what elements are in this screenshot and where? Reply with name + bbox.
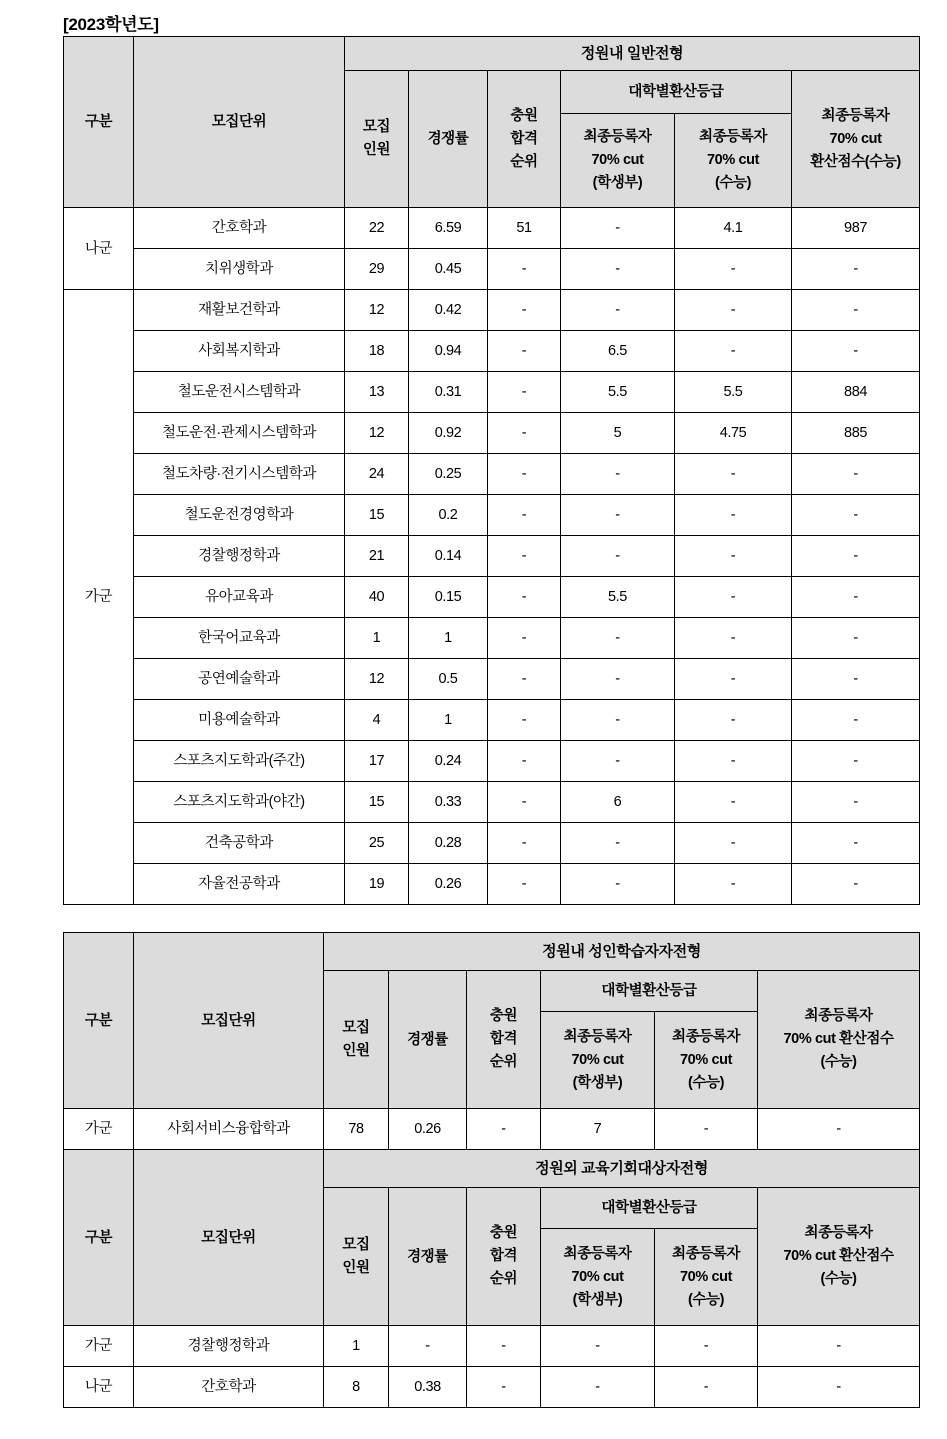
cell-unit: 자율전공학과 (134, 864, 345, 905)
cell-final-score: - (792, 536, 920, 577)
cell-quota: 78 (324, 1109, 389, 1150)
cell-cut-hakbu: 5.5 (561, 372, 675, 413)
cell-quota: 17 (345, 741, 409, 782)
column-header-final-score: 최종등록자 70% cut 환산점수 (수능) (758, 971, 920, 1109)
cell-unit: 경찰행정학과 (134, 536, 345, 577)
cell-cut-suneung: 4.75 (675, 413, 792, 454)
cell-group: 가군 (64, 290, 134, 905)
cell-quota: 40 (345, 577, 409, 618)
column-header-cut-hakbu: 최종등록자 70% cut (학생부) (541, 1012, 655, 1109)
cell-unit: 간호학과 (134, 1367, 324, 1408)
cell-cut-hakbu: - (561, 290, 675, 331)
column-header-final-score: 최종등록자 70% cut 환산점수 (수능) (758, 1188, 920, 1326)
cell-final-score: - (792, 454, 920, 495)
cell-quota: 8 (324, 1367, 389, 1408)
cell-cut-suneung: - (675, 741, 792, 782)
special-table-header (64, 1150, 920, 1326)
column-header-group: 구분 (64, 37, 134, 208)
cell-unit: 미용예술학과 (134, 700, 345, 741)
table-row (64, 290, 920, 331)
cell-unit: 사회복지학과 (134, 331, 345, 372)
table-body (64, 208, 920, 905)
cell-unit: 간호학과 (134, 208, 345, 249)
cell-quota: 12 (345, 659, 409, 700)
table-row (64, 700, 920, 741)
cell-final-score: 987 (792, 208, 920, 249)
table-body (64, 1326, 920, 1408)
column-header-ratio: 경쟁률 (389, 1188, 467, 1326)
cell-unit: 철도운전시스템학과 (134, 372, 345, 413)
cell-cut-suneung: - (675, 700, 792, 741)
cell-quota: 21 (345, 536, 409, 577)
cell-ratio: 0.5 (409, 659, 488, 700)
cell-cut-suneung: - (655, 1109, 758, 1150)
cell-final-score: 884 (792, 372, 920, 413)
cell-cut-suneung: - (655, 1367, 758, 1408)
cell-final-score: - (792, 741, 920, 782)
cell-unit: 경찰행정학과 (134, 1326, 324, 1367)
cell-rank: - (488, 290, 561, 331)
cell-final-score: - (758, 1109, 920, 1150)
table-row (64, 495, 920, 536)
cell-group: 나군 (64, 1367, 134, 1408)
cell-ratio: 1 (409, 618, 488, 659)
cell-final-score: - (792, 823, 920, 864)
cell-rank: - (488, 864, 561, 905)
table-row (64, 249, 920, 290)
cell-ratio: 0.25 (409, 454, 488, 495)
table-row (64, 864, 920, 905)
cell-unit: 철도차량·전기시스템학과 (134, 454, 345, 495)
table-row (64, 536, 920, 577)
cell-quota: 15 (345, 782, 409, 823)
cell-cut-hakbu: - (561, 495, 675, 536)
column-header-cut-hakbu: 최종등록자 70% cut (학생부) (561, 114, 675, 208)
cell-cut-suneung: - (675, 864, 792, 905)
cell-cut-hakbu: - (561, 659, 675, 700)
cell-cut-hakbu: 6 (561, 782, 675, 823)
cell-quota: 24 (345, 454, 409, 495)
cell-cut-suneung: - (675, 618, 792, 659)
cell-rank: 51 (488, 208, 561, 249)
cell-final-score: - (792, 618, 920, 659)
cell-group: 나군 (64, 208, 134, 290)
column-header-rank: 충원 합격 순위 (467, 971, 541, 1109)
cell-rank: - (488, 413, 561, 454)
cell-ratio: 0.33 (409, 782, 488, 823)
column-header-quota: 모집 인원 (345, 71, 409, 208)
column-header-rank: 충원 합격 순위 (467, 1188, 541, 1326)
cell-cut-suneung: - (675, 536, 792, 577)
column-header-cut-suneung: 최종등록자 70% cut (수능) (655, 1012, 758, 1109)
cell-unit: 스포츠지도학과(주간) (134, 741, 345, 782)
cell-unit: 사회서비스융합학과 (134, 1109, 324, 1150)
cell-ratio: 0.26 (389, 1109, 467, 1150)
cell-rank: - (467, 1326, 541, 1367)
cell-unit: 치위생학과 (134, 249, 345, 290)
cell-rank: - (488, 372, 561, 413)
page-title: [2023학년도] (63, 15, 159, 34)
cell-final-score: - (792, 290, 920, 331)
cell-quota: 12 (345, 290, 409, 331)
cell-quota: 19 (345, 864, 409, 905)
cell-quota: 1 (324, 1326, 389, 1367)
cell-rank: - (488, 823, 561, 864)
column-header-converted-grade: 대학별환산등급 (541, 971, 758, 1012)
cell-cut-suneung: - (675, 249, 792, 290)
cell-rank: - (488, 659, 561, 700)
cell-cut-suneung: - (675, 577, 792, 618)
cell-cut-hakbu: 5 (561, 413, 675, 454)
column-header-admission-type: 정원외 교육기회대상자전형 (324, 1150, 920, 1188)
column-header-cut-hakbu: 최종등록자 70% cut (학생부) (541, 1229, 655, 1326)
cell-quota: 15 (345, 495, 409, 536)
cell-cut-suneung: - (675, 823, 792, 864)
cell-cut-hakbu: 5.5 (561, 577, 675, 618)
cell-rank: - (488, 536, 561, 577)
cell-unit: 스포츠지도학과(야간) (134, 782, 345, 823)
cell-quota: 1 (345, 618, 409, 659)
cell-rank: - (488, 782, 561, 823)
cell-rank: - (488, 577, 561, 618)
cell-final-score: - (792, 331, 920, 372)
cell-ratio: 1 (409, 700, 488, 741)
cell-cut-hakbu: - (561, 249, 675, 290)
table-row (64, 1367, 920, 1408)
cell-rank: - (467, 1367, 541, 1408)
table-row (64, 454, 920, 495)
cell-unit: 공연예술학과 (134, 659, 345, 700)
cell-cut-hakbu: 6.5 (561, 331, 675, 372)
cell-cut-suneung: - (675, 659, 792, 700)
table-row (64, 823, 920, 864)
column-header-converted-grade: 대학별환산등급 (561, 71, 792, 114)
cell-cut-hakbu: - (561, 618, 675, 659)
column-header-admission-type: 정원내 일반전형 (345, 37, 920, 71)
cell-final-score: - (758, 1367, 920, 1408)
cell-cut-suneung: - (675, 290, 792, 331)
cell-ratio: 0.92 (409, 413, 488, 454)
cell-ratio: 0.26 (409, 864, 488, 905)
cell-cut-hakbu: - (541, 1326, 655, 1367)
cell-group: 가군 (64, 1109, 134, 1150)
table-row (64, 577, 920, 618)
table-header (64, 933, 920, 1109)
cell-cut-suneung: - (675, 782, 792, 823)
table-row (64, 659, 920, 700)
column-header-unit: 모집단위 (134, 37, 345, 208)
cell-cut-suneung: 5.5 (675, 372, 792, 413)
cell-quota: 13 (345, 372, 409, 413)
cell-final-score: 885 (792, 413, 920, 454)
cell-ratio: 6.59 (409, 208, 488, 249)
cell-group: 가군 (64, 1326, 134, 1367)
cell-unit: 철도운전경영학과 (134, 495, 345, 536)
cell-rank: - (488, 700, 561, 741)
column-header-rank: 충원 합격 순위 (488, 71, 561, 208)
cell-rank: - (488, 741, 561, 782)
cell-ratio: 0.31 (409, 372, 488, 413)
table-row (64, 782, 920, 823)
general-admission-table (63, 36, 920, 905)
cell-ratio: 0.45 (409, 249, 488, 290)
column-header-unit: 모집단위 (134, 1150, 324, 1326)
cell-cut-hakbu: - (561, 823, 675, 864)
table-row (64, 331, 920, 372)
cell-ratio: 0.38 (389, 1367, 467, 1408)
cell-ratio: 0.14 (409, 536, 488, 577)
table-row (64, 208, 920, 249)
cell-unit: 건축공학과 (134, 823, 345, 864)
table-row (64, 741, 920, 782)
cell-cut-suneung: - (675, 331, 792, 372)
cell-quota: 22 (345, 208, 409, 249)
column-header-cut-suneung: 최종등록자 70% cut (수능) (655, 1229, 758, 1326)
cell-cut-hakbu: - (561, 864, 675, 905)
cell-rank: - (488, 618, 561, 659)
cell-ratio: 0.15 (409, 577, 488, 618)
column-header-converted-grade: 대학별환산등급 (541, 1188, 758, 1229)
cell-cut-hakbu: - (541, 1367, 655, 1408)
cell-cut-hakbu: - (561, 536, 675, 577)
cell-rank: - (488, 249, 561, 290)
cell-ratio: 0.28 (409, 823, 488, 864)
column-header-group: 구분 (64, 933, 134, 1109)
adult-and-special-admission-table (63, 932, 920, 1408)
cell-unit: 철도운전·관제시스템학과 (134, 413, 345, 454)
cell-unit: 한국어교육과 (134, 618, 345, 659)
cell-quota: 12 (345, 413, 409, 454)
cell-quota: 18 (345, 331, 409, 372)
table-body (64, 1109, 920, 1150)
cell-final-score: - (792, 864, 920, 905)
column-header-unit: 모집단위 (134, 933, 324, 1109)
cell-final-score: - (792, 495, 920, 536)
cell-cut-hakbu: - (561, 741, 675, 782)
cell-rank: - (488, 495, 561, 536)
cell-final-score: - (792, 782, 920, 823)
cell-cut-suneung: 4.1 (675, 208, 792, 249)
cell-ratio: - (389, 1326, 467, 1367)
cell-rank: - (488, 454, 561, 495)
cell-quota: 29 (345, 249, 409, 290)
table-row (64, 1109, 920, 1150)
cell-final-score: - (792, 659, 920, 700)
cell-cut-suneung: - (675, 495, 792, 536)
column-header-ratio: 경쟁률 (409, 71, 488, 208)
table-row (64, 413, 920, 454)
cell-cut-hakbu: - (561, 208, 675, 249)
cell-ratio: 0.2 (409, 495, 488, 536)
cell-cut-suneung: - (675, 454, 792, 495)
cell-final-score: - (758, 1326, 920, 1367)
cell-quota: 4 (345, 700, 409, 741)
cell-unit: 재활보건학과 (134, 290, 345, 331)
table-row (64, 372, 920, 413)
column-header-final-score: 최종등록자 70% cut 환산점수(수능) (792, 71, 920, 208)
cell-rank: - (488, 331, 561, 372)
cell-unit: 유아교육과 (134, 577, 345, 618)
table-row (64, 618, 920, 659)
table-row (64, 1326, 920, 1367)
cell-quota: 25 (345, 823, 409, 864)
cell-cut-suneung: - (655, 1326, 758, 1367)
cell-ratio: 0.94 (409, 331, 488, 372)
cell-rank: - (467, 1109, 541, 1150)
column-header-ratio: 경쟁률 (389, 971, 467, 1109)
cell-cut-hakbu: - (561, 454, 675, 495)
column-header-quota: 모집 인원 (324, 971, 389, 1109)
column-header-cut-suneung: 최종등록자 70% cut (수능) (675, 114, 792, 208)
cell-ratio: 0.24 (409, 741, 488, 782)
cell-final-score: - (792, 577, 920, 618)
cell-cut-hakbu: 7 (541, 1109, 655, 1150)
cell-ratio: 0.42 (409, 290, 488, 331)
cell-final-score: - (792, 249, 920, 290)
column-header-group: 구분 (64, 1150, 134, 1326)
cell-cut-hakbu: - (561, 700, 675, 741)
table-header (64, 37, 920, 208)
column-header-admission-type: 정원내 성인학습자자전형 (324, 933, 920, 971)
column-header-quota: 모집 인원 (324, 1188, 389, 1326)
cell-final-score: - (792, 700, 920, 741)
